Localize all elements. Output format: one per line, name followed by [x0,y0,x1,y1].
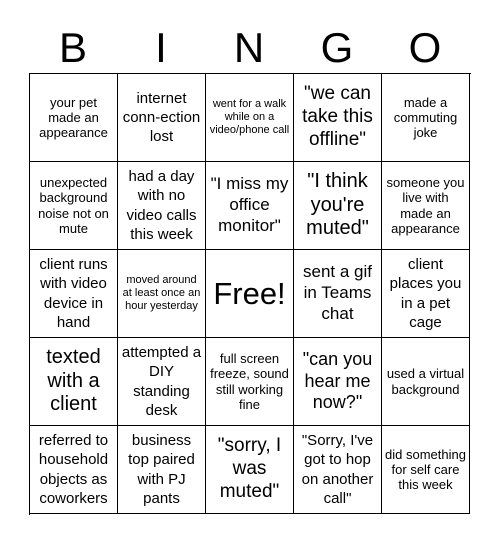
bingo-cell-r1c5[interactable]: made a commuting joke [382,74,470,162]
bingo-cell-r2c2[interactable]: had a day with no video calls this week [118,162,206,250]
bingo-cell-r5c1[interactable]: referred to household objects as coworkers [30,426,118,514]
bingo-header [29,22,469,74]
bingo-cell-r4c3[interactable]: full screen freeze, sound still working fine [206,338,294,426]
bingo-cell-r5c5[interactable]: did something for self care this week [382,426,470,514]
bingo-cell-r2c3[interactable]: "I miss my office monitor" [206,162,294,250]
bingo-cell-r3c4[interactable]: sent a gif in Teams chat [294,250,382,338]
bingo-cell-r2c4[interactable]: "I think you're muted" [294,162,382,250]
bingo-board [29,73,471,515]
bingo-cell-r5c4[interactable]: "Sorry, I've got to hop on another call" [294,426,382,514]
bingo-cell-r3c5[interactable]: client places you in a pet cage [382,250,470,338]
bingo-cell-r1c4[interactable]: "we can take this offline" [294,74,382,162]
header-letter-i: I [155,24,167,71]
bingo-cell-r4c1[interactable]: texted with a client [30,338,118,426]
bingo-cell-r4c4[interactable]: "can you hear me now?" [294,338,382,426]
header-letter-b: B [58,24,87,71]
bingo-cell-r2c5[interactable]: someone you live with made an appearance [382,162,470,250]
bingo-cell-r5c3[interactable]: "sorry, I was muted" [206,426,294,514]
header-letter-n: N [233,24,265,71]
bingo-cell-r1c2[interactable]: internet conn-ection lost [118,74,206,162]
bingo-cell-r4c2[interactable]: attempted a DIY standing desk [118,338,206,426]
bingo-cell-r1c1[interactable]: your pet made an appearance [30,74,118,162]
bingo-cell-r1c3[interactable]: went for a walk while on a video/phone call [206,74,294,162]
bingo-cell-free[interactable]: Free! [206,250,294,338]
bingo-cell-r5c2[interactable]: business top paired with PJ pants [118,426,206,514]
bingo-cell-r4c5[interactable]: used a virtual background [382,338,470,426]
header-letter-g: G [320,24,354,71]
bingo-cell-r3c2[interactable]: moved around at least once an hour yesterday [118,250,206,338]
header-letter-o: O [408,24,442,71]
bingo-cell-r2c1[interactable]: unexpected background noise not on mute [30,162,118,250]
bingo-cell-r3c1[interactable]: client runs with video device in hand [30,250,118,338]
